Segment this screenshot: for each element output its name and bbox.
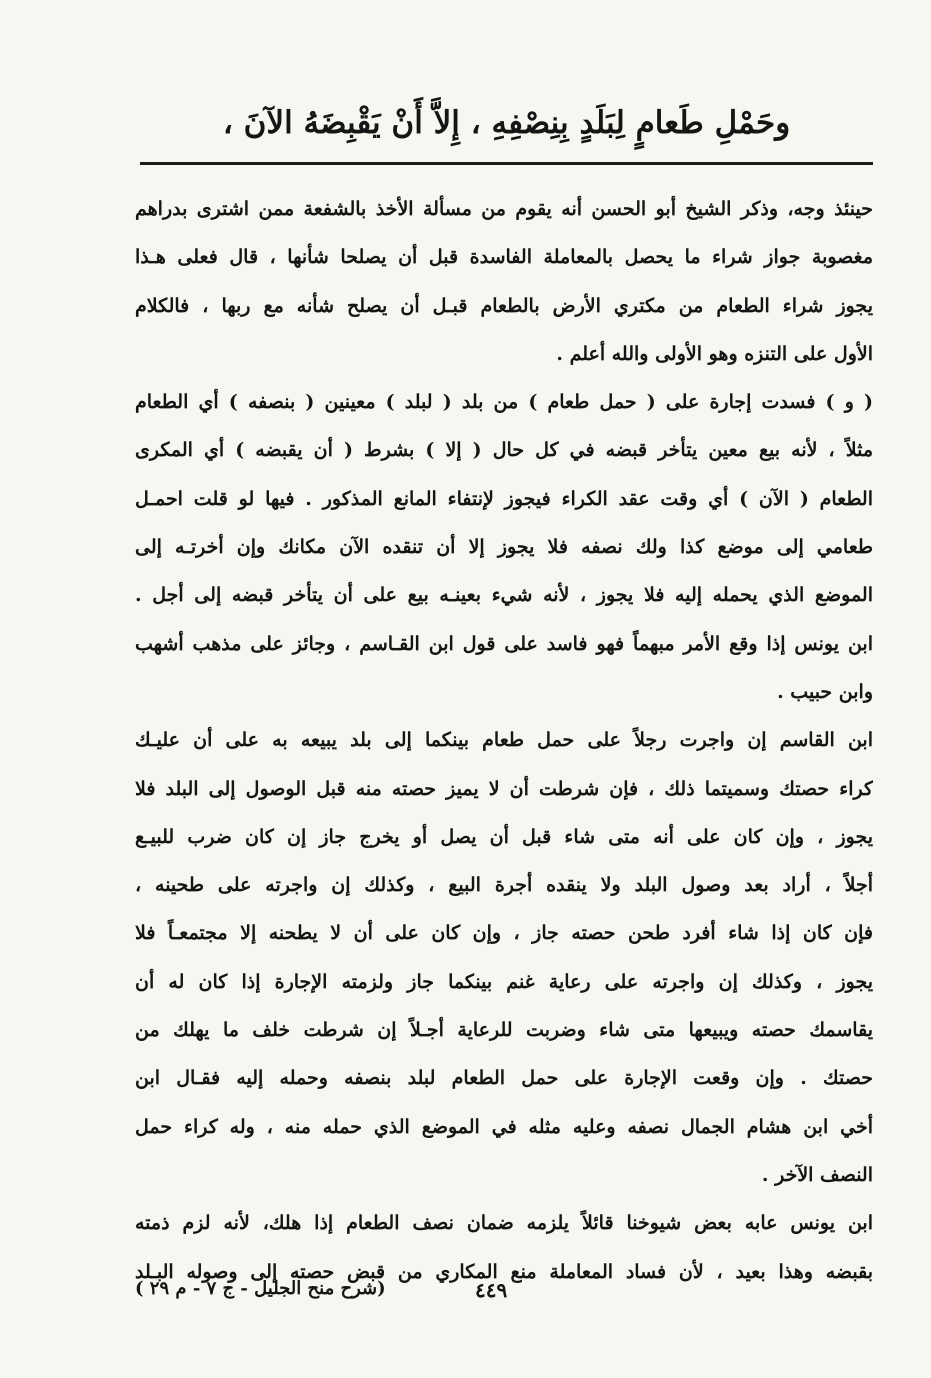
- text-line: ( و ) فسدت إجارة على ( حمل طعام ) من بلد ( لبلد ) معينين ( بنصفه ) أي الطعام: [135, 391, 873, 414]
- text-line: حينئذ وجه، وذكر الشيخ أبو الحسن أنه يقوم من مسألة الأخذ بالشفعة ممن اشترى بدراهم: [135, 198, 873, 220]
- text-line: مغصوبة جواز شراء ما يحصل بالمعاملة الفاسدة قبل أن يصلحا شأنها ، قال فعلى هـذا: [135, 246, 873, 269]
- text-line: أجلاً ، أراد بعد وصول البلد ولا ينقده أجرة البيع ، وكذلك إن واجرته على طحينه ،: [135, 874, 873, 897]
- text-line: وابن حبيب .: [777, 680, 873, 703]
- text-line: ابن القاسم إن واجرت رجلاً على حمل طعام بينكما إلى بلد يبيعه به على أن عليـك: [135, 729, 873, 752]
- text-line: حصتك . وإن وقعت الإجارة على حمل الطعام لبلد بنصفه وحمله إليه فقـال ابن: [135, 1067, 873, 1090]
- text-line: يقاسمك حصته ويبيعها متى شاء وضربت للرعاية أجـلاً إن شرطت خلف ما يهلك من: [135, 1019, 873, 1042]
- page-footer: [135, 1278, 873, 1314]
- body-text: [135, 185, 873, 1296]
- text-line: أخي ابن هشام الجمال نصفه وعليه مثله في الموضع الذي حمله منه ، وله كراء حمل: [135, 1115, 873, 1138]
- page-number: ٤٤٩: [475, 1278, 508, 1302]
- text-line: بقبضه وهذا بعيد ، لأن فساد المعاملة منع المكاري من قبض حصته إلى وصوله البـلد: [135, 1260, 873, 1283]
- text-line: يجوز ، وكذلك إن واجرته على رعاية غنم بينكما جاز ولزمته الإجارة إذا كان له أن: [135, 970, 873, 993]
- volume-reference: (شرح منح الجليل - ج ٧ - م ٢٩ ): [135, 1278, 386, 1299]
- text-line: يجوز ، وإن كان على أنه متى شاء قبل أن يصل أو يخرج جاز إن كان ضرب للبيـع: [135, 825, 873, 848]
- text-line: النصف الآخر .: [761, 1163, 873, 1186]
- text-line: الأول على التنزه وهو الأولى والله أعلم .: [556, 342, 873, 365]
- header-rule: [140, 162, 873, 165]
- text-line: ابن يونس إذا وقع الأمر مبهماً فهو فاسد على قول ابن القـاسم ، وجائز على مذهب أشهب: [135, 632, 873, 655]
- text-line: كراء حصتك وسميتما ذلك ، فإن شرطت أن لا يميز حصته منه قبل الوصول إلى البلد فلا: [135, 777, 873, 800]
- text-line: مثلاً ، لأنه بيع معين يتأخر قبضه في كل حال ( إلا ) بشرط ( أن يقبضه ) أي المكرى: [135, 439, 873, 462]
- text-line: طعامي إلى موضع كذا ولك نصفه فلا يجوز إلا أن تنقده الآن مكانك وإن أخرتـه إلى: [135, 536, 873, 559]
- text-line: ابن يونس عابه بعض شيوخنا قائلاً يلزمه ضمان نصف الطعام إذا هلك، لأنه لزم ذمته: [135, 1212, 873, 1235]
- page-header-verse: وحَمْلِ طَعامٍ لِبَلَدٍ بِنِصْفِهِ ، إِلاَّ أَنْ يَقْبِضَهُ الآنَ ،: [222, 105, 791, 141]
- text-line: فإن كان إذا شاء أفرد طحن حصته جاز ، وإن كان على أن لا يطحنه إلا مجتمعـاً فلا: [135, 922, 873, 945]
- text-line: الطعام ( الآن ) أي وقت عقد الكراء فيجوز لإنتفاء المانع المذكور . فيها لو قلت احمـل: [135, 487, 873, 510]
- text-line: الموضع الذي يحمله إليه فلا يجوز ، لأنه شيء بعينـه بيع على أن يتأخر قبضه إلى أجل .: [135, 584, 873, 607]
- text-line: يجوز شراء الطعام من مكتري الأرض بالطعام قبـل أن يصلح شأنه مع ربها ، فالكلام: [135, 294, 873, 317]
